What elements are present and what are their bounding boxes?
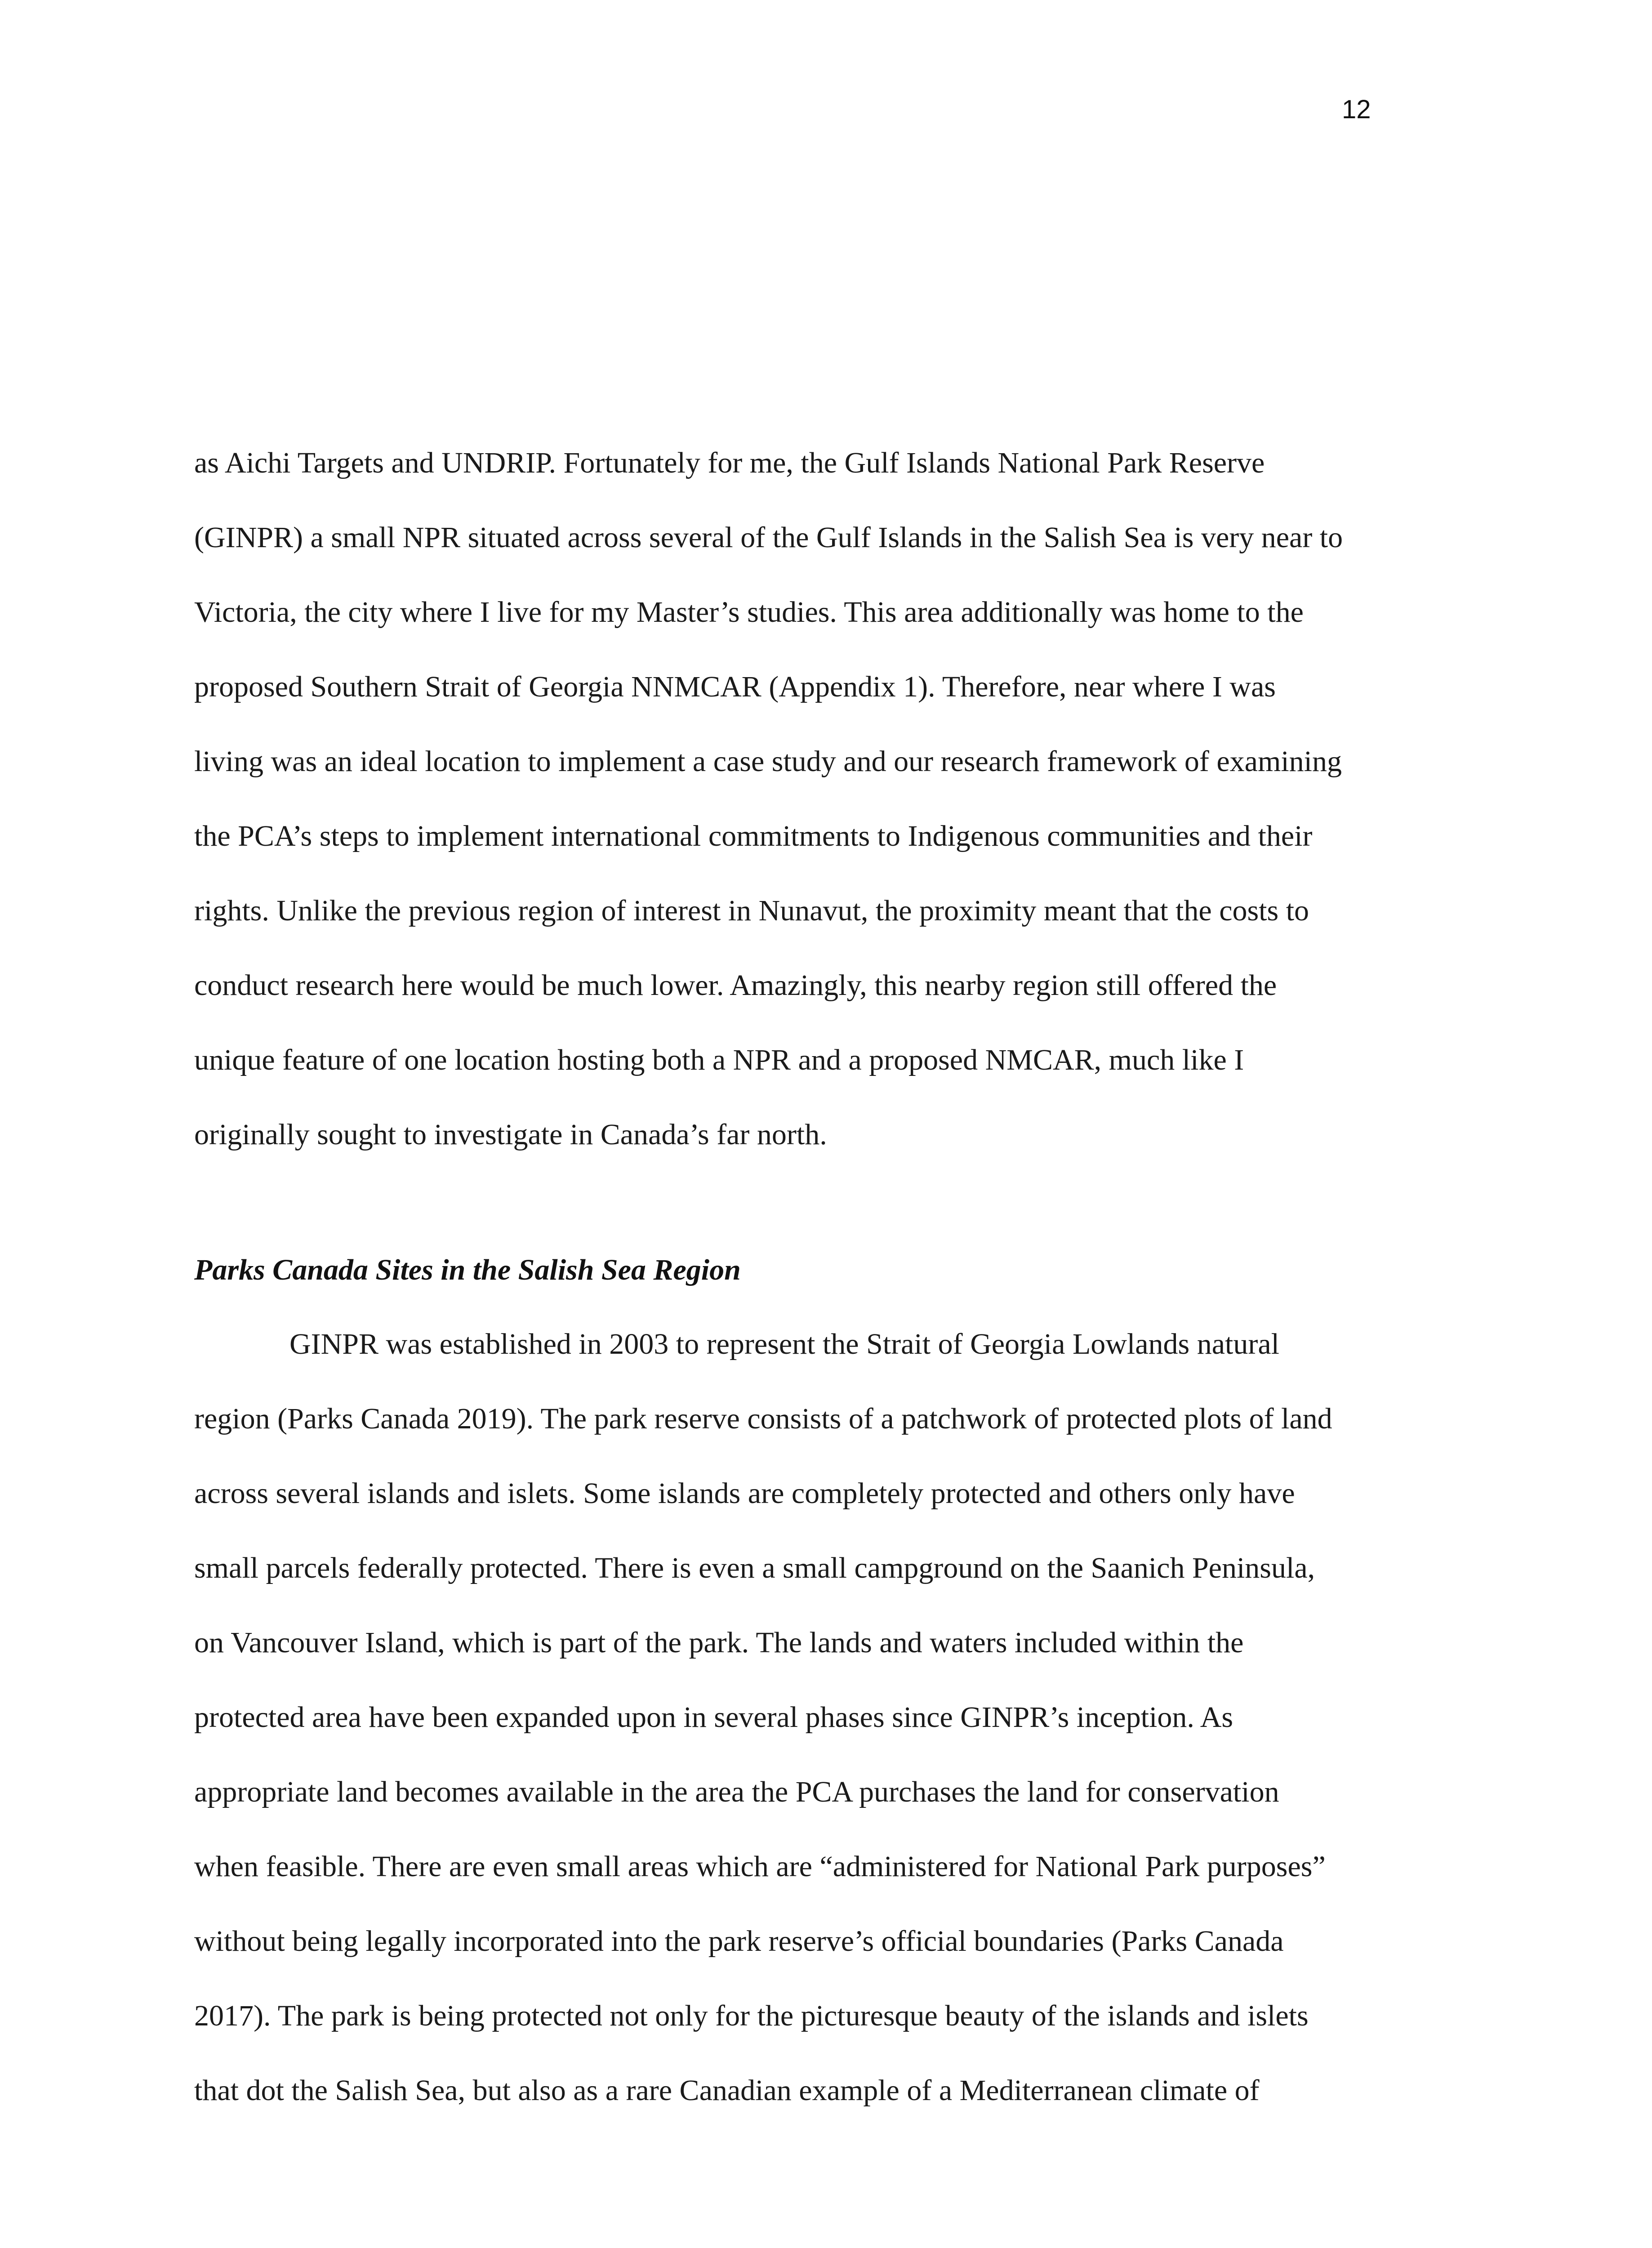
section-heading: Parks Canada Sites in the Salish Sea Region — [194, 1253, 741, 1286]
page-number: 12 — [1342, 95, 1371, 124]
paragraph-1-line: (GINPR) a small NPR situated across several of the Gulf Islands in the Salish Sea is very near to — [194, 521, 1343, 554]
paragraph-2-line: region (Parks Canada 2019). The park reserve consists of a patchwork of protected plots of land — [194, 1402, 1332, 1435]
paragraph-2-line: GINPR was established in 2003 to represent the Strait of Georgia Lowlands natural — [289, 1328, 1279, 1360]
paragraph-2-line: small parcels federally protected. There is even a small campground on the Saanich Peninsula, — [194, 1552, 1315, 1584]
paragraph-2-line: 2017). The park is being protected not only for the picturesque beauty of the islands and islets — [194, 1999, 1309, 2032]
paragraph-2-line: without being legally incorporated into the park reserve’s official boundaries (Parks Canada — [194, 1925, 1284, 1958]
paragraph-1-line: originally sought to investigate in Canada’s far north. — [194, 1118, 827, 1151]
paragraph-2-line: appropriate land becomes available in the area the PCA purchases the land for conservation — [194, 1775, 1279, 1808]
paragraph-1-line: unique feature of one location hosting both a NPR and a proposed NMCAR, much like I — [194, 1044, 1244, 1076]
paragraph-2-line: that dot the Salish Sea, but also as a rare Canadian example of a Mediterranean climate of — [194, 2074, 1260, 2107]
paragraph-1-line: Victoria, the city where I live for my Master’s studies. This area additionally was home to the — [194, 596, 1304, 629]
paragraph-1-line: as Aichi Targets and UNDRIP. Fortunately for me, the Gulf Islands National Park Reserve — [194, 446, 1265, 479]
paragraph-1-line: the PCA’s steps to implement international commitments to Indigenous communities and their — [194, 820, 1313, 852]
paragraph-1-line: proposed Southern Strait of Georgia NNMCAR (Appendix 1). Therefore, near where I was — [194, 670, 1276, 703]
paragraph-2-line: protected area have been expanded upon in several phases since GINPR’s inception. As — [194, 1701, 1233, 1734]
paragraph-2-line: across several islands and islets. Some islands are completely protected and others only have — [194, 1477, 1295, 1510]
paragraph-1-line: conduct research here would be much lower. Amazingly, this nearby region still offered the — [194, 969, 1277, 1002]
paragraph-2-line: when feasible. There are even small areas which are “administered for National Park purposes” — [194, 1850, 1326, 1883]
paragraph-1-line: living was an ideal location to implement a case study and our research framework of examining — [194, 745, 1342, 778]
paragraph-1-line: rights. Unlike the previous region of interest in Nunavut, the proximity meant that the costs to — [194, 894, 1309, 927]
paragraph-2-line: on Vancouver Island, which is part of the park. The lands and waters included within the — [194, 1626, 1244, 1659]
